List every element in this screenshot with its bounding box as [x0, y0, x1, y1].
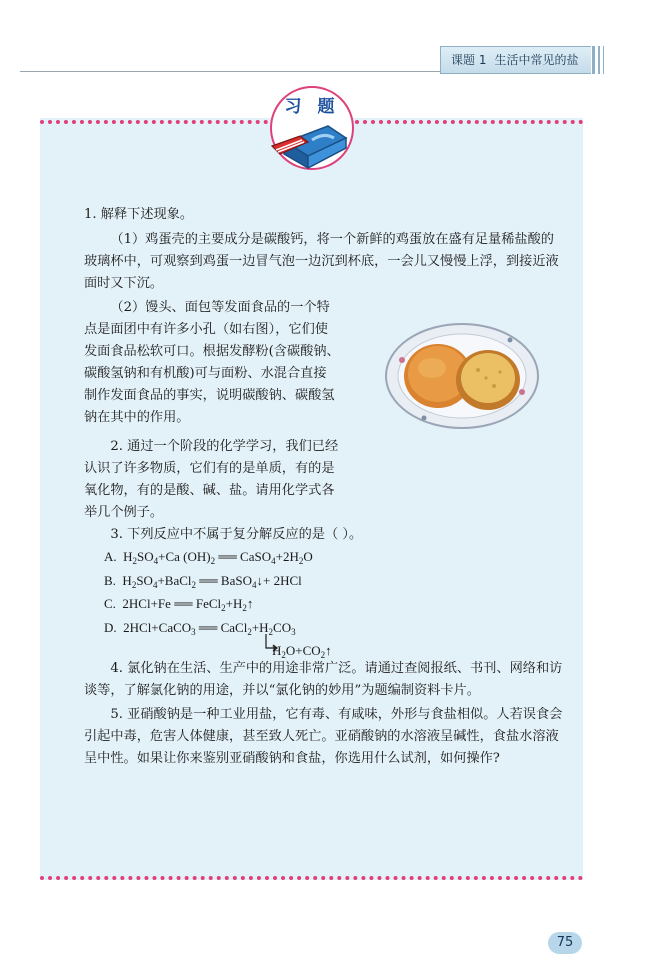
- question-3-options: [104, 546, 524, 664]
- text-line: 钠在其中的作用。: [84, 410, 190, 425]
- text-line: 发面食品松软可口。根据发酵粉(含碳酸钠、: [84, 344, 340, 359]
- equals-arrow: ══: [174, 596, 193, 611]
- chapter-label: 课题 1: [451, 53, 487, 67]
- option-letter: A.: [104, 549, 117, 564]
- text-line: 碳酸氢钠和有机酸)可与面粉、水混合直接: [84, 366, 327, 381]
- option-b: B. $H_2SO_4+BaCl_2$ ══ BaSO$_4$↓+ 2HCl: [104, 572, 302, 590]
- text-line: （2）馒头、面包等发面食品的一个特: [110, 300, 330, 315]
- option-letter: B.: [104, 572, 116, 588]
- option-letter: C.: [104, 596, 116, 611]
- option-d: D. 2HCl+CaCO$_3$ ══ $CaCl_2+H_2CO_3$: [104, 619, 296, 637]
- question-5: 5. 亚硝酸钠是一种工业用盐，它有毒、有咸味，外形与食盐相似。人若误食会引起中毒，危害人体健康，甚至致人死亡。亚硝酸钠的水溶液呈碱性，食盐水溶液呈中性。如果让你来鉴别亚硝酸钠和食盐，你选用什么试剂，如何操作?: [84, 707, 563, 766]
- bread-plate-image: [382, 306, 544, 440]
- text-line: 点是面团中有许多小孔（如右图），它们使: [84, 322, 328, 337]
- question-1-part-1: （1）鸡蛋壳的主要成分是碳酸钙，将一个新鲜的鸡蛋放在盛有足量稀盐酸的玻璃杯中，可观察到鸡蛋一边冒气泡一边沉到杯底，一会儿又慢慢上浮，到接近液面时又下沉。: [84, 232, 559, 291]
- option-c: C. 2HCl+Fe ══ $FeCl_2+H_2↑$: [104, 596, 254, 613]
- option-letter: D.: [104, 619, 117, 635]
- question-2: [84, 436, 346, 524]
- text-line: 举几个例子。: [84, 505, 164, 520]
- equals-arrow: ══: [198, 619, 218, 635]
- question-4: 4. 氯化钠在生活、生产中的用途非常广泛。请通过查阅报纸、书刊、网络和访谈等，了解氯化钠的用途，并以“氯化钠的妙用”为题编制资料卡片。: [84, 661, 563, 698]
- option-d-decomposition: $H_2O+CO_2↑$: [104, 640, 524, 664]
- text-line: 认识了许多物质，它们有的是单质，有的是: [84, 461, 335, 476]
- branch-arrow-icon: [264, 634, 278, 656]
- equals-arrow: ══: [199, 572, 218, 588]
- chapter-header-tab: [440, 46, 591, 74]
- option-a: A. $H_2SO_4+Ca$ $(OH)_2$ ══ $CaSO_4+2H_2O$: [104, 549, 313, 566]
- page-number: 75: [548, 932, 582, 954]
- dotted-border-top-right: [355, 120, 583, 124]
- question-1-part-2: [84, 297, 346, 429]
- header-rule: [20, 71, 440, 72]
- chapter-title: 生活中常见的盐: [494, 53, 579, 67]
- text-line: 制作发面食品的事实，说明碳酸钠、碳酸氢: [84, 388, 335, 403]
- book-icon: [268, 112, 354, 174]
- section-title: 习 题: [284, 97, 340, 117]
- text-line: 氧化物，有的是酸、碱、盐。请用化学式各: [84, 483, 335, 498]
- text-line: 2. 通过一个阶段的化学学习，我们已经: [110, 439, 339, 454]
- header-tab-bars: [590, 46, 614, 74]
- question-3-stem: 3. 下列反应中不属于复分解反应的是（ ）。: [110, 527, 363, 542]
- equals-arrow: ══: [218, 549, 237, 564]
- dotted-border-bottom: [40, 876, 583, 880]
- dotted-border-top-left: [40, 120, 268, 124]
- question-1-intro: 1. 解释下述现象。: [84, 207, 194, 222]
